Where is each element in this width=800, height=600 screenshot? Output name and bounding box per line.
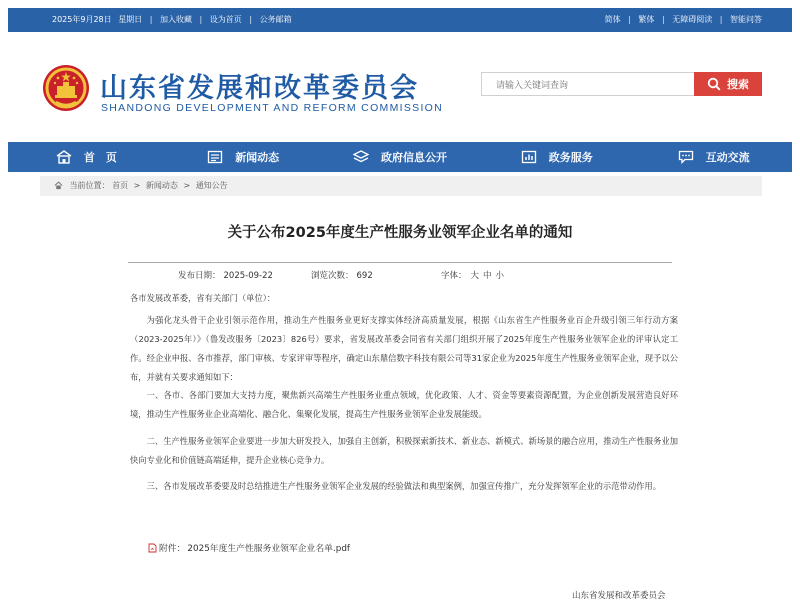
search-box	[481, 72, 696, 96]
view-count-value: 692	[356, 271, 373, 281]
pdf-icon	[148, 543, 157, 553]
attachment-label: 附件：	[159, 544, 186, 554]
separator: |	[199, 15, 203, 24]
national-emblem-icon	[42, 64, 90, 112]
publish-date-label: 发布日期：	[178, 271, 221, 281]
publish-date-value: 2025-09-22	[223, 271, 273, 281]
title-divider	[128, 262, 672, 263]
top-bar-right	[605, 8, 762, 32]
separator: |	[719, 15, 723, 24]
article-paragraph: 一、各市、各部门要加大支持力度，聚焦新兴高端生产性服务业重点领域，优化政策、人才、资金等要素资源配置，为企业创新发展营造良好环境，推动生产性服务业企业高端化、融合化、集聚化发展，提高生产性服务业领军企业发展能级。	[130, 390, 678, 419]
top-bar	[8, 8, 792, 32]
location-home-icon	[54, 181, 63, 190]
font-size-control	[441, 269, 508, 281]
nav-item-home[interactable]	[8, 142, 165, 172]
attachment-link[interactable]	[148, 541, 350, 554]
set-homepage-link[interactable]: 设为首页	[209, 15, 242, 24]
traditional-link[interactable]: 繁体	[638, 15, 655, 24]
chat-icon	[678, 150, 694, 164]
breadcrumb-notices[interactable]: 通知公告	[195, 181, 228, 190]
nav-item-label: 互动交流	[705, 151, 750, 164]
attachment-filename: 2025年度生产性服务业领军企业名单.pdf	[187, 544, 351, 554]
font-size-label: 字体：	[441, 271, 467, 281]
article-meta	[178, 269, 508, 281]
article-paragraph: 为强化龙头骨干企业引领示范作用，推动生产性服务业更好支撑实体经济高质量发展，根据《山东省生产性服务业百企升级引领三年行动方案（2023-2025年）》（鲁发改服务〔2023〕826号）要求，省发展改革委会同省有关部门组织开展了2025年度生产性服务业领军企业的评审认定工作。经企业申报、各市推荐，部门审核、专家评审等程序，确定山东鼎信数字科技有限公司等31家企业为2025年度生产性服务业领军企业，现予以公布，并就有关要求通知如下：	[130, 315, 678, 382]
nav-item-gov-info[interactable]	[322, 142, 479, 172]
view-count-label: 浏览次数：	[311, 271, 354, 281]
layers-icon	[353, 150, 369, 164]
article-paragraph: 二、生产性服务业领军企业要进一步加大研发投入，加强自主创新，积极探索新技术、新业态、新模式、新场景的融合应用，推动生产性服务业加快向专业化和价值链高端延伸，提升企业核心竞争力。	[130, 436, 678, 465]
home-icon	[56, 150, 72, 164]
nav-item-interaction[interactable]	[635, 142, 792, 172]
nav-item-news[interactable]	[165, 142, 322, 172]
site-subtitle: SHANDONG DEVELOPMENT AND REFORM COMMISSION	[101, 102, 444, 114]
search-button[interactable]	[694, 72, 762, 96]
font-size-medium[interactable]: 中	[483, 271, 492, 281]
site-title[interactable]: 山东省发展和改革委员会	[100, 73, 419, 104]
separator: |	[249, 15, 253, 24]
simplified-link[interactable]: 简体	[604, 15, 621, 24]
article-salutation: 各市发展改革委，省有关部门（单位）：	[130, 293, 276, 303]
breadcrumb	[40, 176, 762, 196]
separator: |	[149, 15, 153, 24]
separator: |	[628, 15, 631, 24]
main-nav	[8, 142, 792, 172]
accessible-reading-link[interactable]: 无障碍阅读	[672, 15, 713, 24]
news-icon	[207, 150, 223, 164]
view-count	[311, 269, 441, 281]
nav-item-label: 新闻动态	[235, 151, 280, 164]
font-size-small[interactable]: 小	[495, 271, 505, 281]
breadcrumb-news[interactable]: 新闻动态	[145, 181, 178, 190]
breadcrumb-separator: >	[133, 181, 141, 190]
nav-item-label: 政府信息公开	[380, 151, 447, 164]
top-bar-left	[52, 8, 292, 32]
smart-qa-link[interactable]: 智能问答	[730, 15, 762, 24]
add-favorite-link[interactable]: 加入收藏	[159, 15, 192, 24]
breadcrumb-home[interactable]: 首页	[112, 181, 129, 190]
search-icon	[707, 77, 721, 91]
current-date: 2025年9月28日	[52, 15, 112, 24]
public-email-link[interactable]: 公务邮箱	[259, 15, 292, 24]
nav-item-label: 首 页	[83, 151, 117, 164]
search-button-label: 搜索	[727, 79, 749, 91]
article-paragraph: 三、各市发展改革委要及时总结推进生产性服务业领军企业发展的经验做法和典型案例，加强宣传推广，充分发挥领军企业的示范带动作用。	[146, 481, 662, 491]
nav-item-services[interactable]	[478, 142, 635, 172]
article-title: 关于公布2025年度生产性服务业领军企业名单的通知	[227, 225, 573, 241]
nav-item-label: 政务服务	[548, 151, 593, 164]
publish-date	[178, 269, 311, 281]
site-header	[8, 32, 792, 142]
breadcrumb-separator: >	[183, 181, 191, 190]
article-signature: 山东省发展和改革委员会	[572, 591, 666, 600]
separator: |	[661, 15, 665, 24]
search-input[interactable]	[482, 75, 695, 97]
current-weekday: 星期日	[118, 15, 143, 24]
font-size-large[interactable]: 大	[470, 271, 480, 281]
service-icon	[521, 150, 537, 164]
breadcrumb-prefix: 当前位置：	[69, 181, 110, 190]
